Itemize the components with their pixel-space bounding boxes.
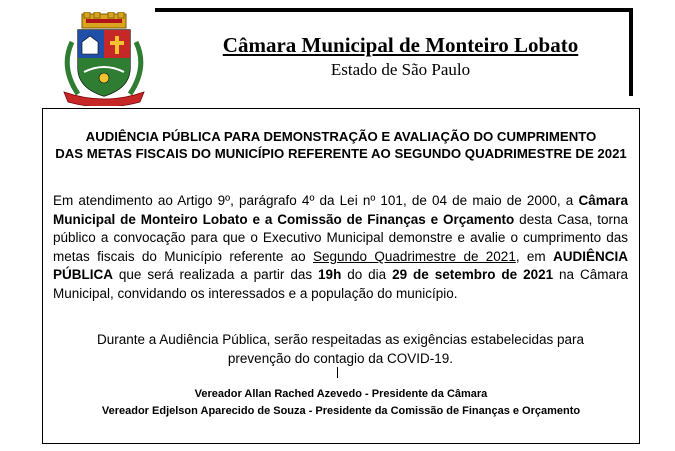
notice-closing (53, 331, 628, 368)
signature-president: Vereador Allan Rached Azevedo - Presidente da Câmara (194, 388, 488, 400)
body-bold-time: 19h (318, 267, 342, 283)
body-bold-event: AUDIÊNCIA PÚBLICA (53, 248, 628, 283)
body-text-4: que será realizada a partir das (113, 267, 319, 283)
page-title: Câmara Municipal de Monteiro Lobato (222, 33, 579, 57)
municipal-coat-of-arms-icon (58, 12, 150, 106)
notice-heading-line-2: DAS METAS FISCAIS DO MUNICÍPIO REFERENTE AO SEGUNDO QUADRIMESTRE DE 2021 (55, 146, 627, 161)
body-bold-date: 29 de setembro de 2021 (392, 267, 554, 283)
body-text-5: do dia (341, 267, 393, 283)
notice-heading (42, 128, 640, 162)
closing-line-1: Durante a Audiência Pública, serão respeitadas as exigências estabelecidas para (96, 332, 585, 347)
text-cursor (337, 367, 338, 378)
notice-body (53, 192, 628, 304)
page-subtitle: Estado de São Paulo (330, 60, 471, 79)
notice-heading-line-1: AUDIÊNCIA PÚBLICA PARA DEMONSTRAÇÃO E AVALIAÇÃO DO CUMPRIMENTO (85, 129, 597, 144)
closing-line-2: prevenção do contagio da COVID-19. (227, 350, 454, 366)
body-text-2: desta Casa, torna público a convocação para que o Executivo Municipal demonstre e avalie o cumprimento das metas fiscais do Município referente ao (53, 211, 628, 264)
body-underlined-period: Segundo Quadrimestre de 2021 (313, 248, 516, 264)
body-text-6: na Câmara Municipal, convidando os interessados e a população do município. (53, 267, 628, 301)
body-bold-institution: Câmara Municipal de Monteiro Lobato e a Comissão de Finanças e Orçamento (53, 193, 628, 227)
body-text-1: Em atendimento ao Artigo 9º, parágrafo 4º da Lei nº 101, de 04 de maio de 2000, a (53, 193, 579, 208)
signature-commission-president: Vereador Edjelson Aparecido de Souza - Presidente da Comissão de Finanças e Orçamento (101, 405, 581, 417)
body-text-3: , em (515, 248, 553, 264)
